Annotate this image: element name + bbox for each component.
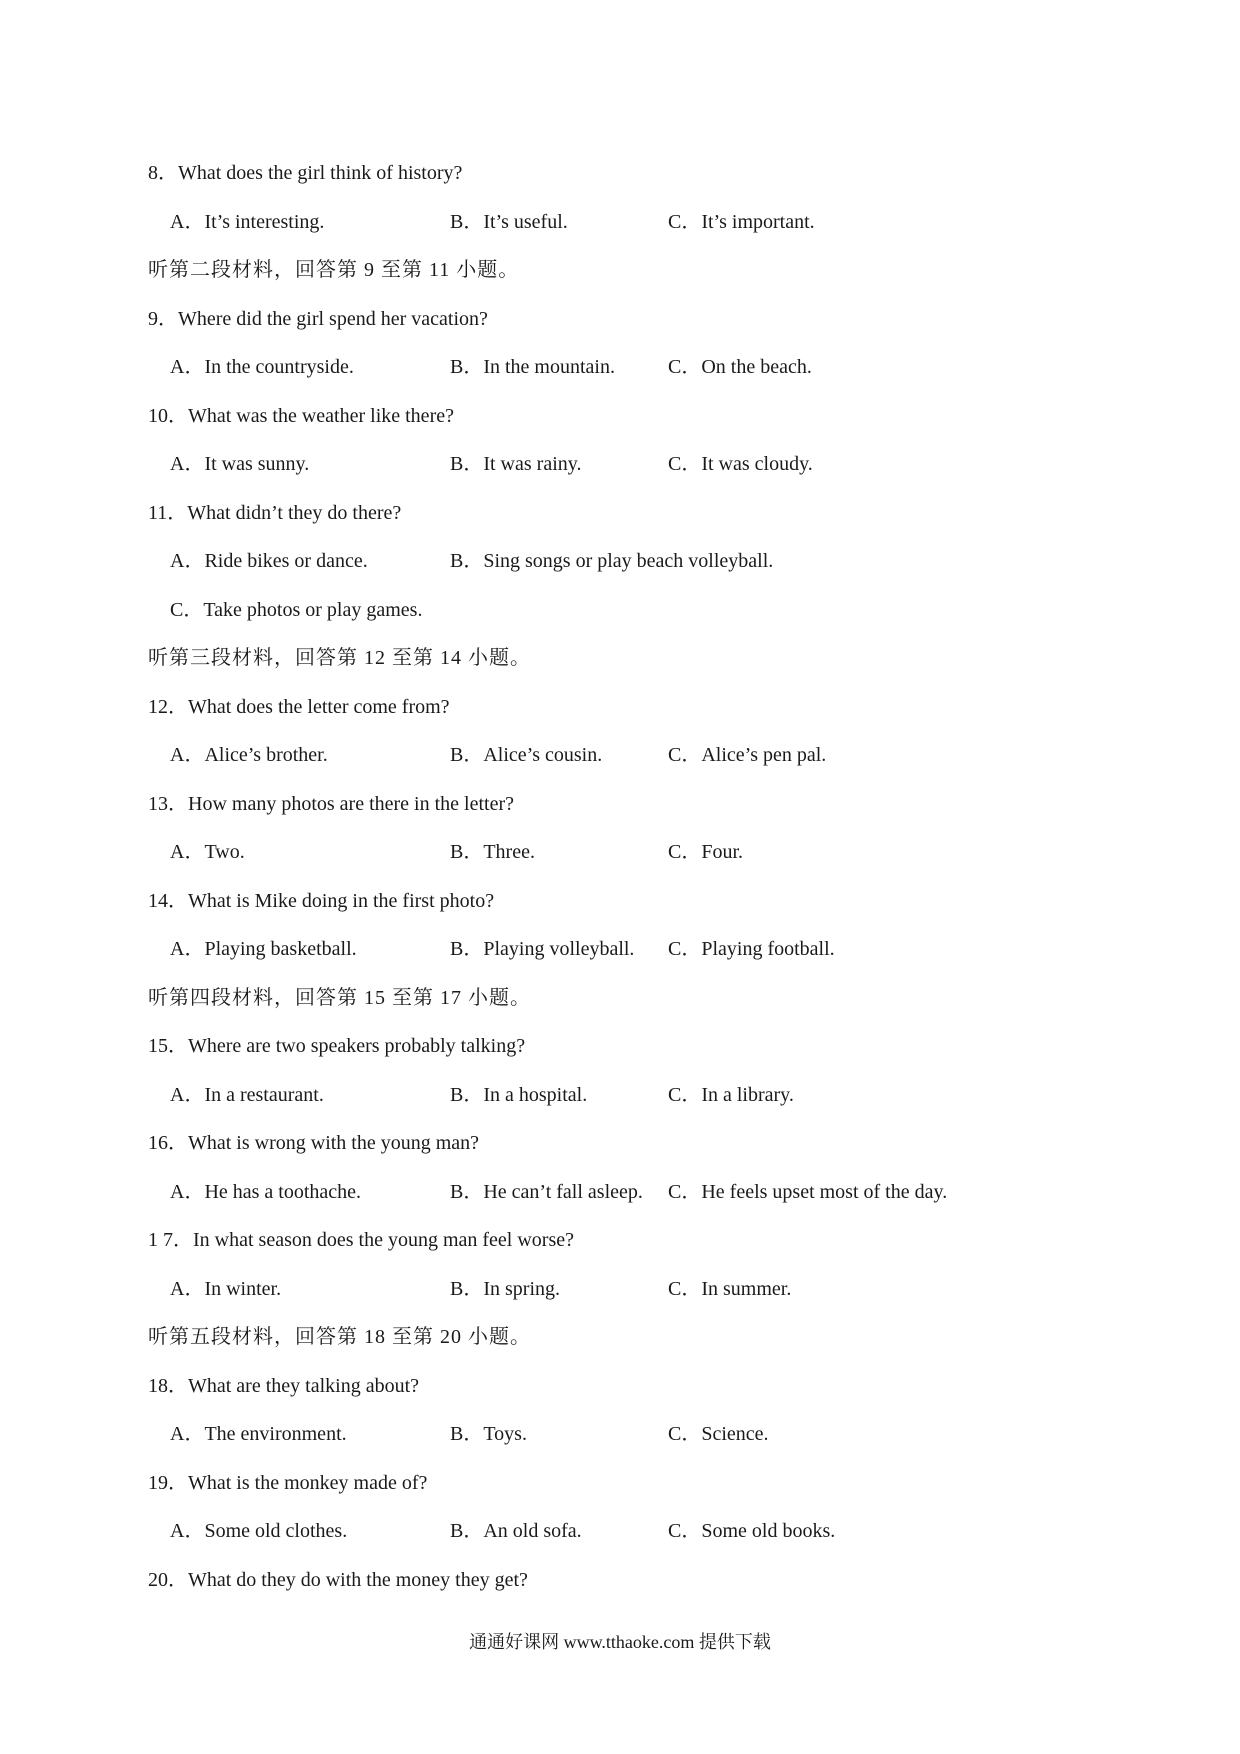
option-a: A．In the countryside. xyxy=(170,356,354,378)
option-a: A．Two. xyxy=(170,841,245,863)
option-b: B．An old sofa. xyxy=(450,1520,582,1542)
section-instruction: 听第二段材料，回答第 9 至第 11 小题。 xyxy=(148,259,520,281)
option-a: A．Alice’s brother. xyxy=(170,744,328,766)
option-a: A．The environment. xyxy=(170,1423,347,1445)
option-b: B．Sing songs or play beach volleyball. xyxy=(450,550,774,572)
option-c: C．He feels upset most of the day. xyxy=(668,1181,948,1203)
option-b: B．Alice’s cousin. xyxy=(450,744,603,766)
question-text: 1 7．In what season does the young man feel worse? xyxy=(148,1229,574,1251)
option-b: B．It was rainy. xyxy=(450,453,582,475)
option-c: C．Playing football. xyxy=(668,938,835,960)
option-b: B．It’s useful. xyxy=(450,211,568,233)
option-c: C．In summer. xyxy=(668,1278,792,1300)
option-b: B．Three. xyxy=(450,841,535,863)
option-b: B．Playing volleyball. xyxy=(450,938,635,960)
option-c: C．Four. xyxy=(668,841,744,863)
option-c: C．Alice’s pen pal. xyxy=(668,744,827,766)
option-b: B．In a hospital. xyxy=(450,1084,588,1106)
option-c: C．On the beach. xyxy=(668,356,812,378)
option-a: A．It’s interesting. xyxy=(170,211,325,233)
option-a: A．Ride bikes or dance. xyxy=(170,550,368,572)
question-text: 10．What was the weather like there? xyxy=(148,405,454,427)
option-b: B．He can’t fall asleep. xyxy=(450,1181,643,1203)
question-text: 14．What is Mike doing in the first photo? xyxy=(148,890,495,912)
option-a: A．In winter. xyxy=(170,1278,282,1300)
option-c: C．It’s important. xyxy=(668,211,815,233)
option-a: A．He has a toothache. xyxy=(170,1181,362,1203)
section-instruction: 听第三段材料，回答第 12 至第 14 小题。 xyxy=(148,647,531,669)
section-instruction: 听第四段材料，回答第 15 至第 17 小题。 xyxy=(148,987,531,1009)
question-text: 8．What does the girl think of history? xyxy=(148,162,463,184)
option-c: C．In a library. xyxy=(668,1084,794,1106)
option-a: A．In a restaurant. xyxy=(170,1084,324,1106)
option-a: A．Playing basketball. xyxy=(170,938,357,960)
question-text: 20．What do they do with the money they get? xyxy=(148,1569,528,1591)
option-c: C．Some old books. xyxy=(668,1520,836,1542)
question-text: 16．What is wrong with the young man? xyxy=(148,1132,480,1154)
question-text: 9．Where did the girl spend her vacation? xyxy=(148,308,488,330)
option-a: A．Some old clothes. xyxy=(170,1520,348,1542)
page-footer: 通通好课网 www.tthaoke.com 提供下载 xyxy=(469,1632,771,1652)
option-c: C．Science. xyxy=(668,1423,769,1445)
option-b: B．In the mountain. xyxy=(450,356,615,378)
option-b: B．In spring. xyxy=(450,1278,560,1300)
question-text: 18．What are they talking about? xyxy=(148,1375,420,1397)
question-text: 15．Where are two speakers probably talking? xyxy=(148,1035,526,1057)
option-c: C．It was cloudy. xyxy=(668,453,813,475)
question-text: 11．What didn’t they do there? xyxy=(148,502,402,524)
option-a: A．It was sunny. xyxy=(170,453,310,475)
option-b: B．Toys. xyxy=(450,1423,527,1445)
option-c: C．Take photos or play games. xyxy=(170,599,423,621)
question-text: 13．How many photos are there in the letter? xyxy=(148,793,514,815)
question-text: 19．What is the monkey made of? xyxy=(148,1472,428,1494)
question-text: 12．What does the letter come from? xyxy=(148,696,450,718)
section-instruction: 听第五段材料，回答第 18 至第 20 小题。 xyxy=(148,1326,531,1348)
